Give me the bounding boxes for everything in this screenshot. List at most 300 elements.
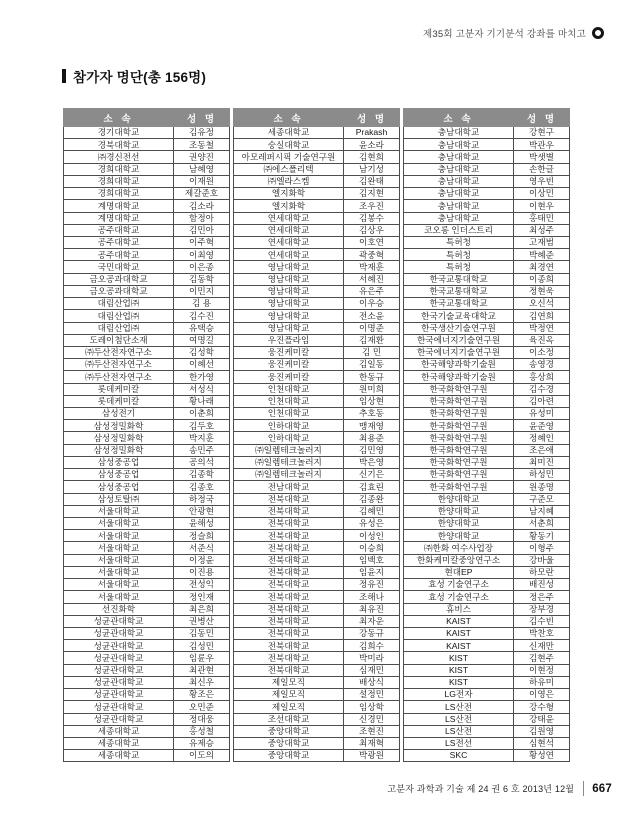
table-group-2: [233, 108, 400, 762]
affiliation-cell: 제일모직: [233, 701, 344, 712]
affiliation-cell: 공주대학교: [63, 249, 174, 260]
affiliation-cell: 한국에너지기술연구원: [403, 335, 514, 346]
affiliation-cell: 금오공과대학교: [63, 274, 174, 285]
affiliation-cell: 충남대학교: [403, 139, 514, 150]
name-cell: 구준모: [514, 494, 570, 505]
affiliation-cell: 한국해양과학기술원: [403, 359, 514, 370]
table-row: [63, 164, 230, 176]
affiliation-cell: 선진화학: [63, 604, 174, 615]
affiliation-cell: 중앙대학교: [233, 750, 344, 761]
table-row: [233, 652, 400, 664]
table-row: [233, 384, 400, 396]
table-row: [233, 530, 400, 542]
affiliation-cell: KAIST: [403, 628, 514, 639]
affiliation-cell: 성균관대학교: [63, 628, 174, 639]
table-row: [63, 567, 230, 579]
name-cell: 이정윤: [174, 555, 230, 566]
affiliation-cell: 성균관대학교: [63, 701, 174, 712]
name-cell: 최성주: [514, 225, 570, 236]
affiliation-cell: SKC: [403, 750, 514, 761]
affiliation-cell: 제일모직: [233, 689, 344, 700]
table-row: [233, 188, 400, 200]
name-cell: 김상우: [344, 225, 400, 236]
table-row: [403, 665, 570, 677]
table-row: [63, 530, 230, 542]
affiliation-cell: LS산전: [403, 701, 514, 712]
table-row: [403, 432, 570, 444]
name-cell: 김지현: [344, 188, 400, 199]
name-cell: 정인재: [174, 591, 230, 602]
name-cell: 정현욱: [514, 286, 570, 297]
name-cell: 최유진: [344, 604, 400, 615]
name-cell: 장부경: [514, 604, 570, 615]
name-cell: 임백호: [344, 555, 400, 566]
name-cell: 손한글: [514, 164, 570, 175]
table-row: [233, 616, 400, 628]
table-row: [63, 542, 230, 554]
affiliation-cell: 전북대학교: [233, 591, 344, 602]
table-row: [403, 347, 570, 359]
table-row: [63, 750, 230, 762]
table-row: [233, 506, 400, 518]
name-cell: 김희수: [344, 640, 400, 651]
table-row: [403, 518, 570, 530]
name-cell: 황동기: [514, 530, 570, 541]
name-cell: 김봉수: [344, 213, 400, 224]
title-bar-icon: [62, 69, 66, 83]
name-cell: 정대웅: [174, 714, 230, 725]
affiliation-cell: ㈜일렘테크놀러지: [233, 457, 344, 468]
table-row: [233, 371, 400, 383]
name-cell: 김혜민: [344, 506, 400, 517]
table-row: [233, 750, 400, 762]
table-row: [403, 408, 570, 420]
name-cell: 정유진: [344, 579, 400, 590]
table-row: [233, 396, 400, 408]
affiliation-cell: 인천대학교: [233, 408, 344, 419]
affiliation-cell: 한국화학연구원: [403, 469, 514, 480]
table-row: [63, 274, 230, 286]
name-cell: 육진옥: [514, 335, 570, 346]
name-cell: 김원영: [514, 726, 570, 737]
page-footer: [387, 781, 612, 796]
table-row: [233, 298, 400, 310]
affiliation-cell: 연세대학교: [233, 225, 344, 236]
name-cell: 서춘희: [514, 518, 570, 529]
table-row: [403, 445, 570, 457]
affiliation-cell: 한국화학연구원: [403, 445, 514, 456]
name-cell: 곽중혁: [344, 249, 400, 260]
affiliation-cell: 금오공과대학교: [63, 286, 174, 297]
page-title: 참가자 명단(총 156명): [73, 70, 207, 85]
name-cell: 박정연: [514, 323, 570, 334]
name-cell: 이명준: [344, 323, 400, 334]
affiliation-cell: 삼성정밀화학: [63, 445, 174, 456]
affiliation-cell: 한국화학연구원: [403, 432, 514, 443]
affiliation-cell: 세종대학교: [63, 738, 174, 749]
journal-info: 고분자 과학과 기술 제 24 권 6 호 2013년 12월: [387, 784, 575, 794]
table-row: [63, 714, 230, 726]
table-row: [233, 432, 400, 444]
table-row: [233, 640, 400, 652]
table-row: [233, 225, 400, 237]
affiliation-cell: 한양대학교: [403, 530, 514, 541]
affiliation-cell: KIST: [403, 652, 514, 663]
name-cell: 권병산: [174, 616, 230, 627]
table-row: [233, 261, 400, 273]
affiliation-cell: 전북대학교: [233, 542, 344, 553]
table-row: [233, 677, 400, 689]
affiliation-cell: 한국에너지기술연구원: [403, 347, 514, 358]
name-cell: 최재혁: [344, 738, 400, 749]
affiliation-cell: 국민대학교: [63, 261, 174, 272]
name-cell: 홍상희: [514, 371, 570, 382]
name-cell: 최용준: [344, 432, 400, 443]
affiliation-cell: 경희대학교: [63, 164, 174, 175]
table-row: [403, 335, 570, 347]
name-cell: 조해나: [344, 591, 400, 602]
table-row: [403, 640, 570, 652]
affiliation-cell: 성균관대학교: [63, 714, 174, 725]
table-row: [233, 200, 400, 212]
name-cell: 유제승: [174, 738, 230, 749]
table-row: [63, 604, 230, 616]
affiliation-cell: 대림산업㈜: [63, 323, 174, 334]
affiliation-cell: 서울대학교: [63, 555, 174, 566]
table-row: [63, 176, 230, 188]
name-cell: 원미희: [344, 384, 400, 395]
table-row: [403, 139, 570, 151]
column-header-affiliation: 소 속: [443, 113, 474, 125]
affiliation-cell: 한양대학교: [403, 518, 514, 529]
table-row: [233, 249, 400, 261]
affiliation-cell: KAIST: [403, 640, 514, 651]
name-cell: 함정아: [174, 213, 230, 224]
affiliation-cell: 중앙대학교: [233, 726, 344, 737]
table-row: [403, 164, 570, 176]
affiliation-cell: 웅진케미칼: [233, 347, 344, 358]
affiliation-cell: 전북대학교: [233, 665, 344, 676]
table-row: [63, 286, 230, 298]
name-cell: 박재훈: [344, 261, 400, 272]
name-cell: 이영은: [514, 689, 570, 700]
affiliation-cell: 연세대학교: [233, 249, 344, 260]
affiliation-cell: 인하대학교: [233, 432, 344, 443]
table-row: [403, 274, 570, 286]
table-row: [63, 261, 230, 273]
name-cell: 김종완: [344, 494, 400, 505]
name-cell: 이은종: [174, 261, 230, 272]
table-row: [63, 701, 230, 713]
column-header-affiliation: 소 속: [273, 113, 304, 125]
table-row: [233, 127, 400, 139]
name-cell: 김성민: [174, 640, 230, 651]
table-row: [63, 579, 230, 591]
affiliation-cell: 영남대학교: [233, 261, 344, 272]
table-row: [63, 591, 230, 603]
name-cell: 황나래: [174, 396, 230, 407]
affiliation-cell: ㈜두산전자연구소: [63, 347, 174, 358]
table-row: [63, 445, 230, 457]
affiliation-cell: 효성 기술연구소: [403, 591, 514, 602]
name-cell: 김민아: [174, 225, 230, 236]
name-cell: 하성민: [514, 469, 570, 480]
affiliation-cell: 한국생산기술연구원: [403, 323, 514, 334]
table-row: [233, 139, 400, 151]
table-row: [63, 494, 230, 506]
name-cell: 신경민: [344, 714, 400, 725]
name-cell: 신기은: [344, 469, 400, 480]
name-cell: 공의석: [174, 457, 230, 468]
affiliation-cell: 효성 기술연구소: [403, 579, 514, 590]
name-cell: 여명길: [174, 335, 230, 346]
table-body: [63, 127, 230, 762]
name-cell: 김효린: [344, 481, 400, 492]
affiliation-cell: 삼성전기: [63, 408, 174, 419]
affiliation-cell: 인천대학교: [233, 396, 344, 407]
affiliation-cell: 대림산업㈜: [63, 310, 174, 321]
table-row: [233, 286, 400, 298]
table-row: [63, 432, 230, 444]
affiliation-cell: 성균관대학교: [63, 689, 174, 700]
affiliation-cell: 충남대학교: [403, 200, 514, 211]
table-body: [403, 127, 570, 762]
affiliation-cell: 공주대학교: [63, 237, 174, 248]
table-header-row: [233, 108, 400, 127]
table-row: [403, 237, 570, 249]
table-row: [403, 567, 570, 579]
table-row: [63, 310, 230, 322]
table-group-3: [403, 108, 570, 762]
affiliation-cell: 경희대학교: [63, 188, 174, 199]
affiliation-cell: 한국화학연구원: [403, 396, 514, 407]
affiliation-cell: 한국화학연구원: [403, 384, 514, 395]
table-row: [63, 200, 230, 212]
name-cell: 맹재영: [344, 420, 400, 431]
name-cell: 이상민: [514, 188, 570, 199]
name-cell: 배진성: [514, 579, 570, 590]
table-row: [63, 469, 230, 481]
table-row: [63, 628, 230, 640]
affiliation-cell: 한국교통대학교: [403, 286, 514, 297]
table-row: [63, 237, 230, 249]
table-row: [63, 640, 230, 652]
name-cell: 강현구: [514, 127, 570, 138]
affiliation-cell: 연세대학교: [233, 237, 344, 248]
name-cell: 이현정: [514, 665, 570, 676]
name-cell: 임상학: [344, 701, 400, 712]
affiliation-cell: 삼성중공업: [63, 481, 174, 492]
table-row: [403, 738, 570, 750]
table-row: [63, 506, 230, 518]
name-cell: 고재범: [514, 237, 570, 248]
name-cell: 최자운: [344, 616, 400, 627]
affiliation-cell: 경북대학교: [63, 139, 174, 150]
name-cell: 강동규: [344, 628, 400, 639]
affiliation-cell: 공주대학교: [63, 225, 174, 236]
name-cell: 심현석: [514, 738, 570, 749]
affiliation-cell: 성균관대학교: [63, 640, 174, 651]
affiliation-cell: 특허청: [403, 249, 514, 260]
name-cell: 강수형: [514, 701, 570, 712]
name-cell: 김수진: [174, 310, 230, 321]
affiliation-cell: 특허청: [403, 261, 514, 272]
affiliation-cell: 대림산업㈜: [63, 298, 174, 309]
affiliation-cell: 전북대학교: [233, 555, 344, 566]
name-cell: 강바울: [514, 555, 570, 566]
table-row: [403, 701, 570, 713]
table-row: [403, 750, 570, 762]
affiliation-cell: 성균관대학교: [63, 677, 174, 688]
name-cell: 유성은: [344, 518, 400, 529]
affiliation-cell: 전북대학교: [233, 518, 344, 529]
affiliation-cell: 웅진케미칼: [233, 359, 344, 370]
table-row: [403, 396, 570, 408]
affiliation-cell: ㈜에스폴리텍: [233, 164, 344, 175]
name-cell: 전성익: [174, 579, 230, 590]
affiliation-cell: 충남대학교: [403, 188, 514, 199]
table-row: [63, 616, 230, 628]
column-header-name: 성 명: [357, 113, 387, 125]
affiliation-cell: 연세대학교: [233, 213, 344, 224]
table-row: [403, 457, 570, 469]
column-header-affiliation: 소 속: [103, 113, 134, 125]
table-row: [63, 420, 230, 432]
name-cell: 하유미: [514, 677, 570, 688]
name-cell: 이최영: [174, 249, 230, 260]
affiliation-cell: 서울대학교: [63, 579, 174, 590]
table-row: [403, 506, 570, 518]
affiliation-cell: 서울대학교: [63, 542, 174, 553]
table-row: [63, 371, 230, 383]
name-cell: 홍성철: [174, 726, 230, 737]
table-row: [403, 298, 570, 310]
name-cell: 송영경: [514, 359, 570, 370]
name-cell: 김민영: [344, 445, 400, 456]
affiliation-cell: 서울대학교: [63, 591, 174, 602]
name-cell: 김 민: [344, 347, 400, 358]
table-row: [233, 213, 400, 225]
section-title: [62, 66, 206, 86]
table-row: [233, 518, 400, 530]
name-cell: 김현주: [514, 652, 570, 663]
name-cell: 심재민: [344, 665, 400, 676]
table-row: [63, 127, 230, 139]
table-row: [403, 249, 570, 261]
name-cell: 김현희: [344, 151, 400, 162]
affiliation-cell: 전북대학교: [233, 579, 344, 590]
name-cell: 추호동: [344, 408, 400, 419]
name-cell: Prakash: [344, 127, 400, 138]
name-cell: 이현우: [514, 200, 570, 211]
name-cell: 유은주: [344, 286, 400, 297]
name-cell: 제갈준호: [174, 188, 230, 199]
name-cell: 윤해성: [174, 518, 230, 529]
name-cell: 박지훈: [174, 432, 230, 443]
affiliation-cell: KAIST: [403, 616, 514, 627]
affiliation-cell: 충남대학교: [403, 213, 514, 224]
affiliation-cell: 성균관대학교: [63, 616, 174, 627]
affiliation-cell: 롯데케미칼: [63, 384, 174, 395]
table-row: [63, 408, 230, 420]
table-row: [403, 616, 570, 628]
table-row: [403, 176, 570, 188]
table-row: [403, 677, 570, 689]
affiliation-cell: 전북대학교: [233, 530, 344, 541]
affiliation-cell: ㈜두산전자연구소: [63, 359, 174, 370]
table-row: [403, 371, 570, 383]
page-number: 667: [592, 782, 612, 795]
affiliation-cell: 영남대학교: [233, 274, 344, 285]
table-row: [63, 726, 230, 738]
affiliation-cell: 전남대학교: [233, 481, 344, 492]
name-cell: 하모란: [514, 567, 570, 578]
table-row: [403, 151, 570, 163]
name-cell: 이호연: [344, 237, 400, 248]
affiliation-cell: KIST: [403, 665, 514, 676]
table-row: [233, 567, 400, 579]
table-row: [233, 176, 400, 188]
table-row: [63, 665, 230, 677]
name-cell: 남혜영: [174, 164, 230, 175]
table-row: [403, 286, 570, 298]
table-row: [63, 677, 230, 689]
affiliation-cell: 엘지화학: [233, 200, 344, 211]
affiliation-cell: 인천대학교: [233, 384, 344, 395]
name-cell: 박찬호: [514, 628, 570, 639]
affiliation-cell: LS산전: [403, 714, 514, 725]
affiliation-cell: KIST: [403, 677, 514, 688]
table-row: [403, 420, 570, 432]
table-row: [233, 347, 400, 359]
table-row: [403, 628, 570, 640]
name-cell: 김종학: [174, 469, 230, 480]
table-row: [63, 518, 230, 530]
table-row: [233, 274, 400, 286]
name-cell: 최은희: [174, 604, 230, 615]
affiliation-cell: ㈜일렘테크놀러지: [233, 445, 344, 456]
table-row: [403, 689, 570, 701]
affiliation-cell: 한화케미칼중앙연구소: [403, 555, 514, 566]
table-row: [233, 335, 400, 347]
affiliation-cell: LG전자: [403, 689, 514, 700]
affiliation-cell: 롯데케미칼: [63, 396, 174, 407]
affiliation-cell: 한국화학연구원: [403, 408, 514, 419]
name-cell: 정혜인: [514, 432, 570, 443]
table-row: [403, 188, 570, 200]
affiliation-cell: 충남대학교: [403, 164, 514, 175]
affiliation-cell: 코오롱 인더스트리: [403, 225, 514, 236]
name-cell: 김수경: [514, 384, 570, 395]
name-cell: 하정국: [174, 494, 230, 505]
name-cell: 이민지: [174, 286, 230, 297]
name-cell: 서준식: [174, 542, 230, 553]
table-row: [403, 481, 570, 493]
affiliation-cell: 삼성토탈㈜: [63, 494, 174, 505]
name-cell: 이주혁: [174, 237, 230, 248]
name-cell: 유택승: [174, 323, 230, 334]
table-row: [233, 494, 400, 506]
affiliation-cell: 전북대학교: [233, 640, 344, 651]
table-row: [403, 310, 570, 322]
name-cell: 김성학: [174, 347, 230, 358]
affiliation-cell: 성균관대학교: [63, 665, 174, 676]
name-cell: 이진용: [174, 567, 230, 578]
table-row: [403, 591, 570, 603]
table-row: [233, 481, 400, 493]
name-cell: 유성미: [514, 408, 570, 419]
table-row: [63, 213, 230, 225]
